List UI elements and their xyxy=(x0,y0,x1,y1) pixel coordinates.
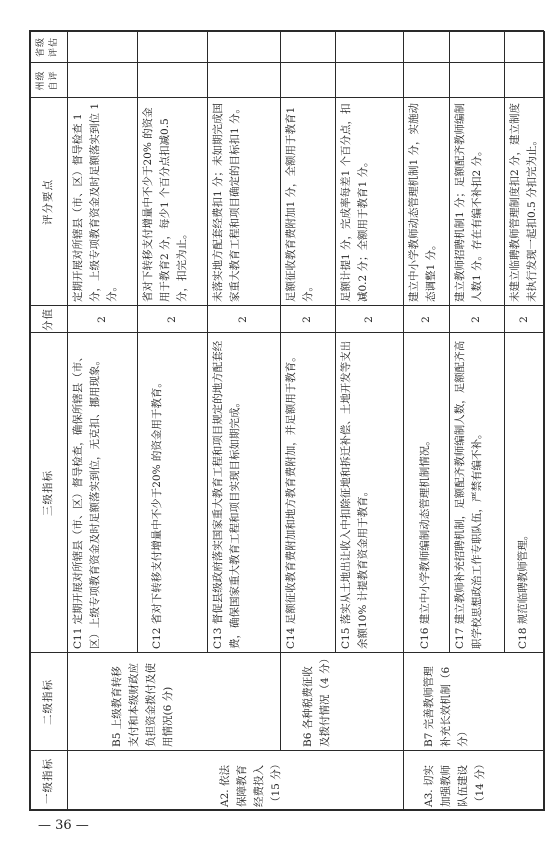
header-state-self-eval-line2: 自评 xyxy=(49,70,59,91)
evaluation-table xyxy=(29,31,544,811)
header-province-eval-line2: 评估 xyxy=(49,37,59,58)
header-criteria: 评分要点 xyxy=(41,179,54,225)
page-number: — 36 — xyxy=(38,818,89,833)
score-c18: 2 xyxy=(517,316,530,323)
criteria-c17: 建立教师招聘机制1 分；足额配齐教师编制人数1 分。存在有编不补扣2 分。 xyxy=(454,102,483,302)
column-divider xyxy=(29,305,544,306)
indicator-c17: C17 建立教师补充招聘机制，足额配齐教师编制人数，足额配齐高职学校思想政治工作专职队伍，严禁有编不补。 xyxy=(454,340,483,649)
score-c13: 2 xyxy=(237,316,249,323)
level2-b5: B5 上级教育转移支付和本级财政应负担资金拨付及使用情况(6 分) xyxy=(111,663,174,747)
indicator-c11: C11 定期开展对所辖县（市、区）督导检查，确保所辖县（市、区）上级专项教育资金及时足额落实到位，无克扣、挪用现象。 xyxy=(72,351,101,649)
criteria-c12: 省对下转移支付增量中不少于20% 的资金用于教育2 分，每少1 个百分点扣减0.5 分，扣完为止。 xyxy=(142,107,188,302)
header-score: 分值 xyxy=(41,308,54,331)
score-c15: 2 xyxy=(362,316,375,323)
header-level1: 一级指标 xyxy=(41,758,54,804)
criteria-c16: 建立中小学教师动态管理机制1 分，实施动态调整1 分。 xyxy=(408,102,437,302)
indicator-c15: C15 落实从土地出让收入中扣除征地和拆迁补偿、土地开发等支出余额10% 计提教育资金用于教育。 xyxy=(340,340,369,649)
criteria-c14: 足额征收教育费附加1 分，全额用于教育1 分。 xyxy=(285,106,314,302)
indicator-c13: C13 督促县级政府落实国家重大教育工程和项目规定的地方配套经费，确保国家重大教育工程和项目实现目标如期完成。 xyxy=(212,340,241,649)
table-border-right xyxy=(29,31,544,33)
header-province-eval-line1: 省级 xyxy=(36,37,46,58)
column-divider xyxy=(29,332,544,333)
table-border-bottom xyxy=(543,31,545,811)
level1-a2: A2. 依法保障教育经费投入（15 分） xyxy=(219,758,282,807)
header-level2: 二级指标 xyxy=(41,679,54,725)
level2-b6: B6 各种税费征收及拨付情况（4 分） xyxy=(302,653,331,747)
score-c12: 2 xyxy=(165,316,178,323)
row-divider xyxy=(280,31,281,751)
column-divider xyxy=(29,97,544,98)
rotated-table-frame xyxy=(29,31,544,811)
level2-b7: B7 完善教师管理补充长效机制（6 分） xyxy=(423,666,469,747)
row-divider xyxy=(449,31,450,653)
score-c16: 2 xyxy=(419,316,432,323)
criteria-c13: 未落实地方配套经费扣1 分；未如期完成国家重大教育工程和项目确定的目标扣1 分。 xyxy=(212,102,241,302)
row-divider xyxy=(335,31,336,653)
score-c11: 2 xyxy=(95,316,108,323)
header-state-self-eval-line1: 州级 xyxy=(36,70,46,91)
header-province-eval xyxy=(29,31,67,63)
row-divider xyxy=(137,31,138,653)
column-divider xyxy=(29,750,544,751)
level1-a3: A3. 切实加强教师队伍建设（14 分） xyxy=(423,758,486,807)
indicator-c14: C14 足额征收教育费附加和地方教育费附加，并足额用于教育。 xyxy=(285,351,297,649)
indicator-c12: C12 省对下转移支付增量中不少于20% 的资金用于教育。 xyxy=(151,377,163,649)
criteria-c15: 足额计提1 分，完成率每差1 个百分点，扣减0.2 分；全额用于教育1 分。 xyxy=(340,103,369,302)
table-border-top xyxy=(29,31,31,811)
row-divider xyxy=(207,31,208,653)
row-divider xyxy=(504,31,505,653)
indicator-c16: C16 建立中小学教师编制动态管理机制情况。 xyxy=(419,435,431,649)
header-level3: 三级指标 xyxy=(41,470,54,516)
indicator-c18: C18 规范临聘教师管理。 xyxy=(517,529,529,649)
row-divider xyxy=(403,31,404,811)
column-divider xyxy=(29,62,544,63)
criteria-c11: 定期开展对所辖县（市、区）督导检查 1 分，上级专项教育资金及时足额落实到位 1 分。 xyxy=(72,102,118,302)
column-divider xyxy=(29,652,544,653)
criteria-c18: 未建立临聘教师管理制度扣2 分，建立制度未执行发现一起扣0.5 分扣完为止。 xyxy=(509,102,538,302)
header-state-self-eval xyxy=(29,63,67,98)
score-c14: 2 xyxy=(301,316,313,323)
score-c17: 2 xyxy=(470,316,482,323)
header-divider xyxy=(67,31,68,811)
table-border-left xyxy=(29,810,544,812)
